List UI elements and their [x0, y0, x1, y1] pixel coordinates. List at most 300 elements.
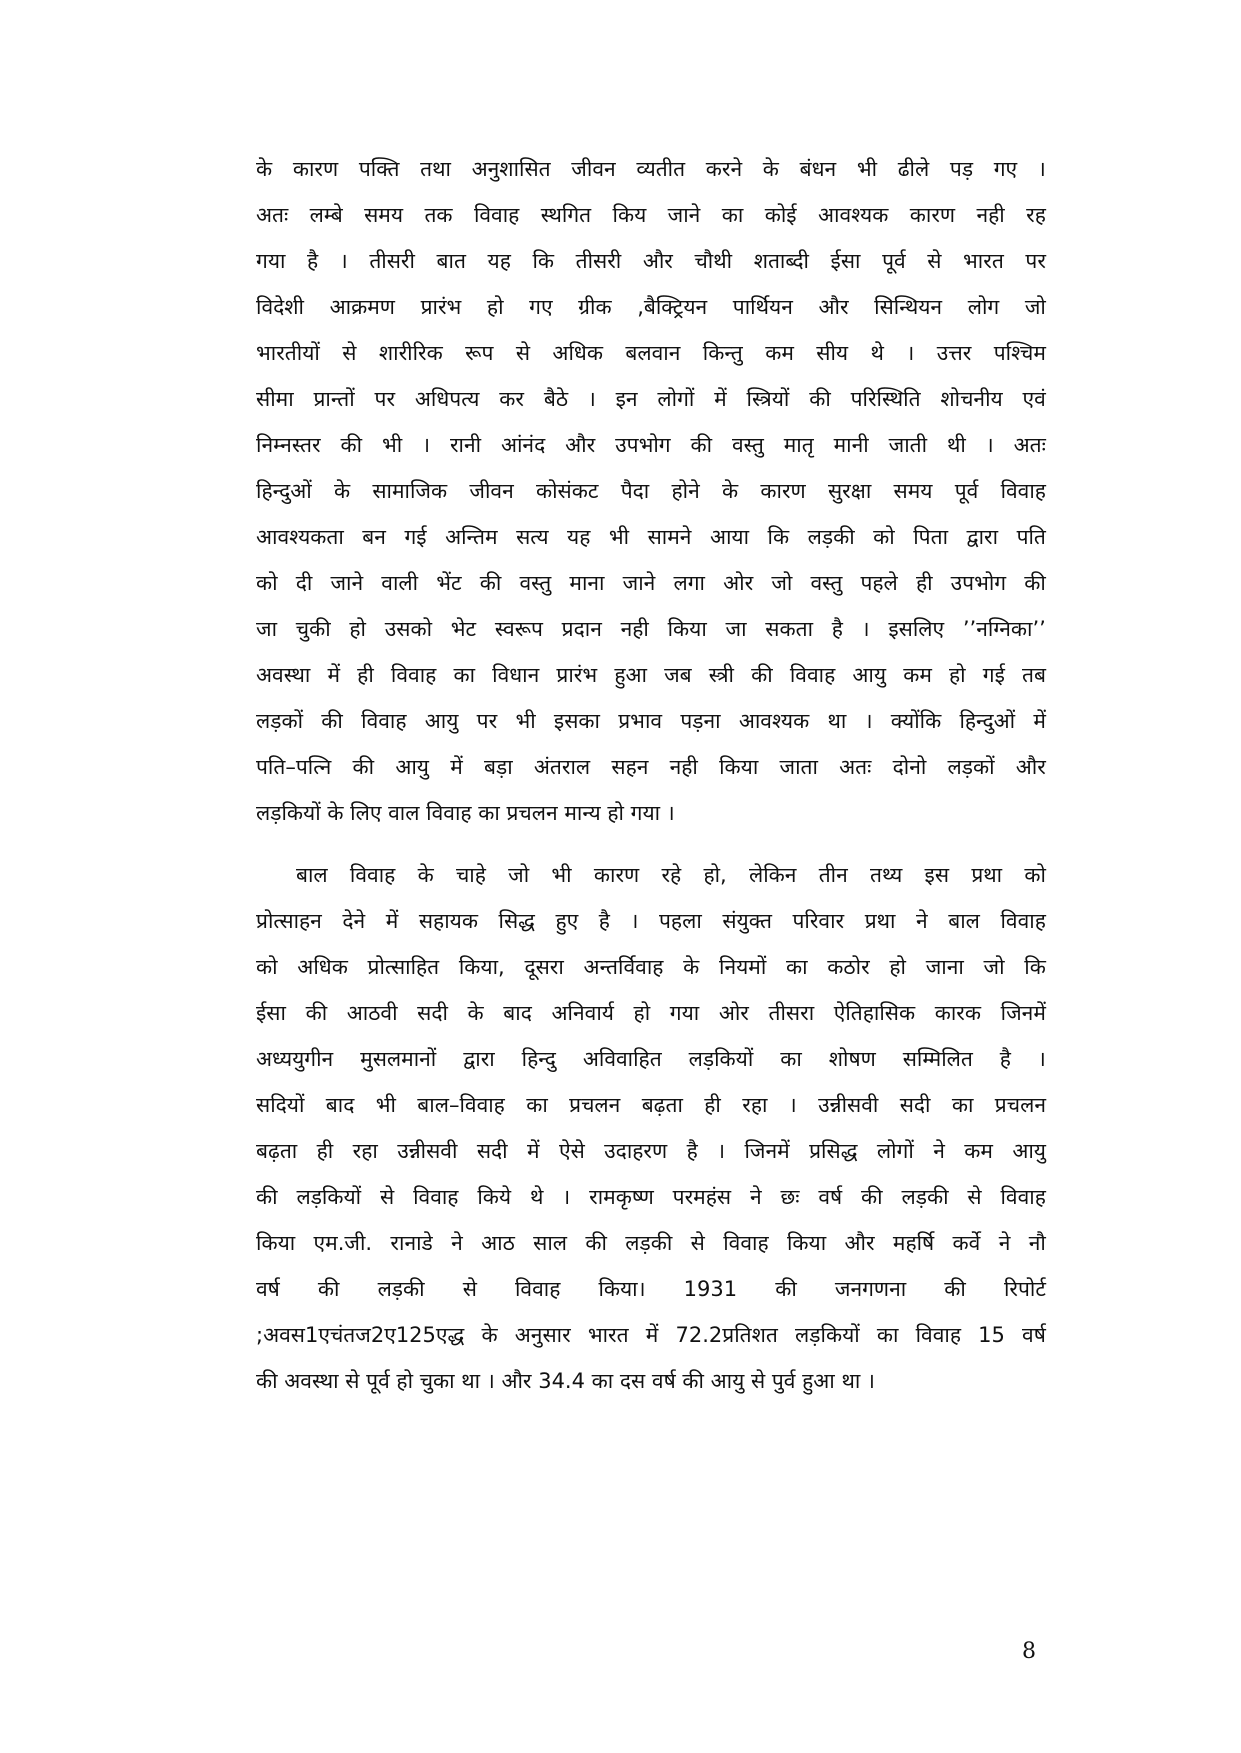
word: जाने [667, 203, 701, 227]
word: को [1024, 863, 1046, 887]
word: आयु [395, 755, 429, 779]
text-line [256, 606, 1046, 652]
word: प्रसिद्ध [809, 1139, 858, 1163]
word: बढ़ता [641, 1093, 683, 1117]
word: की [256, 1369, 285, 1393]
word: यह [487, 249, 511, 273]
word: पहले [860, 571, 898, 595]
word: परिवार [792, 909, 845, 933]
word: किया [786, 1231, 827, 1255]
word: आवश्यक [738, 709, 810, 733]
word: थे [529, 1185, 544, 1209]
word: । [717, 1139, 726, 1163]
word: प्रचलन [506, 801, 565, 825]
word: से [927, 249, 942, 273]
word: बात [436, 249, 466, 273]
word: शोषण [828, 1047, 876, 1071]
word: किया। [598, 1277, 646, 1301]
word: । [630, 909, 639, 933]
word: और [1015, 755, 1046, 779]
word: पूर्व [954, 479, 979, 503]
word: गया [669, 1001, 700, 1025]
word: सदी [899, 1093, 931, 1117]
word: हिन्दु [521, 1047, 556, 1071]
word: और [565, 433, 596, 457]
word: परिस्थिति [850, 387, 921, 411]
word: में [714, 387, 727, 411]
text-line [256, 944, 1046, 990]
word: ऐतिहासिक [833, 1001, 916, 1025]
word: लड़कियों [256, 801, 328, 825]
word: होने [671, 479, 700, 503]
word: 15 [978, 1323, 1005, 1347]
word: है [598, 909, 610, 933]
word: था [841, 1369, 867, 1393]
word: विवाह [1000, 909, 1046, 933]
word: भी [381, 433, 403, 457]
word: की [479, 571, 502, 595]
word: आवश्यकता [256, 525, 344, 549]
word: विवाह [349, 863, 396, 887]
text-line [256, 560, 1046, 606]
text-line [256, 376, 1046, 422]
word: । [864, 709, 873, 733]
word: सामने [647, 525, 692, 549]
word: की [751, 663, 773, 687]
word: बड़ा [483, 755, 513, 779]
word: ग्रीक [578, 295, 612, 319]
word: में [527, 1139, 540, 1163]
word: मातृ [783, 433, 814, 457]
word: भी [375, 1093, 396, 1117]
word: प्रथा [971, 863, 1003, 887]
word: अधिपत्य [414, 387, 480, 411]
word: रहा [352, 1139, 378, 1163]
word: ही [704, 1093, 721, 1117]
word: ईसा [256, 1001, 286, 1025]
word: की [317, 1277, 340, 1301]
word: कोई [764, 203, 797, 227]
word: । [1037, 1047, 1046, 1071]
word: प्रोत्साहित [367, 955, 440, 979]
word: हो [349, 617, 366, 641]
word: लड़कों [947, 755, 995, 779]
word: प्रान्तों [313, 387, 355, 411]
word: वर्ष [256, 1277, 280, 1301]
word: किया [719, 755, 759, 779]
word: का [951, 1093, 974, 1117]
word: जा [256, 617, 278, 641]
word: तक [424, 203, 453, 227]
word: के [417, 863, 434, 887]
word: ढीले [897, 157, 930, 181]
word: ने [916, 909, 928, 933]
word: गई [982, 663, 1005, 687]
word: पति–पत्नि [256, 755, 332, 779]
word: कम [964, 1139, 993, 1163]
word: की [1024, 571, 1046, 595]
word: निम्नस्तर [256, 433, 321, 457]
word: ने [933, 1139, 945, 1163]
word: आया [709, 525, 750, 549]
word: कर्वे [952, 1231, 981, 1255]
word: लेकिन [748, 863, 797, 887]
word: सुरक्षा [827, 479, 872, 503]
word: हुए [555, 909, 579, 933]
word: 34.4 [538, 1369, 592, 1393]
word: ही [357, 663, 374, 687]
word: रिपोर्ट [1003, 1277, 1046, 1301]
word: पति [1016, 525, 1046, 549]
word: प्रोत्साहन [256, 909, 322, 933]
word: उत्तर [936, 341, 972, 365]
word: उपभोग [615, 433, 671, 457]
word: का [786, 955, 808, 979]
word: किय [612, 203, 647, 227]
text-line [256, 1358, 1046, 1404]
word: आयु [710, 1369, 751, 1393]
word: विवाह [413, 1185, 459, 1209]
word: है [999, 1047, 1011, 1071]
word: वर्ष [651, 1369, 683, 1393]
word: चौथी [694, 249, 733, 273]
word: इसलिए [888, 617, 945, 641]
word: को [256, 571, 278, 595]
word: अतः [1013, 433, 1046, 457]
word: के [327, 801, 351, 825]
word: वर्ष [818, 1185, 843, 1209]
word: द्वारा [966, 525, 999, 549]
word: स्त्री [708, 663, 734, 687]
word: कि [532, 249, 555, 273]
paragraph-gap [256, 836, 1046, 852]
word: प्रथा [864, 909, 896, 933]
word: विवाह [1000, 1185, 1046, 1209]
word: कारण [760, 479, 806, 503]
word: चुका [419, 1369, 462, 1393]
word: नियमों [719, 955, 767, 979]
word: ने [451, 1231, 463, 1255]
word: ने [749, 1185, 762, 1209]
word: किया, [458, 955, 505, 979]
word: हिन्दुओं [959, 709, 1016, 733]
word: लड़की [901, 1185, 949, 1209]
word: में [327, 663, 341, 687]
text-line [256, 790, 1046, 836]
word: 1931 [683, 1277, 738, 1301]
word: में [1033, 709, 1046, 733]
word: सामाजिक [372, 479, 448, 503]
word: रानाडे [390, 1231, 433, 1255]
word: गई [404, 525, 427, 549]
word: जनगणना [834, 1277, 907, 1301]
word: पर [1025, 249, 1046, 273]
word: अतः [256, 203, 289, 227]
word: संयुक्त [722, 909, 772, 933]
word: । [339, 249, 348, 273]
word: शताब्दी [753, 249, 809, 273]
word: वस्तु [732, 433, 764, 457]
word: पड़ना [680, 709, 721, 733]
word: 72.2प्रतिशत [675, 1323, 778, 1347]
word: उन्नीसवी [818, 1093, 879, 1117]
word: जाने [622, 571, 656, 595]
word: मुसलमानों [360, 1047, 437, 1071]
word: जाना [925, 955, 964, 979]
word: अनुशासित [471, 157, 551, 181]
word: और [642, 249, 673, 273]
word: रहे [661, 863, 682, 887]
word: है [307, 249, 319, 273]
word: की [690, 433, 713, 457]
word: विवाह [723, 1231, 769, 1255]
word: नौ [1028, 1231, 1046, 1255]
text-line [256, 330, 1046, 376]
word: भी [608, 525, 630, 549]
word: प्रारंभ [556, 663, 598, 687]
word: के [333, 479, 351, 503]
word: अवस्था [256, 663, 311, 687]
word: उपभोग [950, 571, 1007, 595]
word: बढ़ता [256, 1139, 298, 1163]
word: लिए [350, 801, 389, 825]
word: द्वारा [463, 1047, 495, 1071]
word: अविवाहित [582, 1047, 662, 1071]
word: से [751, 1369, 772, 1393]
word: लोग [967, 295, 1000, 319]
word: क्योंकि [890, 709, 942, 733]
word: भी [515, 709, 536, 733]
page-number: 8 [1022, 1639, 1036, 1664]
word: माना [569, 571, 605, 595]
word: हो [633, 1001, 651, 1025]
word: । [985, 433, 994, 457]
word: बाद [503, 1001, 532, 1025]
text-line [256, 698, 1046, 744]
word: थे [870, 341, 884, 365]
word: जो [1024, 295, 1046, 319]
text-line [256, 852, 1046, 898]
word: पिता [913, 525, 949, 549]
word: । [861, 617, 870, 641]
word: स्त्रियों [746, 387, 790, 411]
word: अन्तर्विवाह [583, 955, 664, 979]
word: अनुसार [514, 1323, 571, 1347]
word: पूर्व [366, 1369, 397, 1393]
word: अंतराल [533, 755, 591, 779]
word: की [809, 387, 831, 411]
word: सम्मिलित [902, 1047, 973, 1071]
word: जीवन [571, 157, 616, 181]
word: बन [362, 525, 386, 549]
word: के [481, 1323, 498, 1347]
word: । [788, 1093, 797, 1117]
word: तीन [818, 863, 848, 887]
word: और [844, 1231, 875, 1255]
word: हो [889, 955, 906, 979]
text-line [256, 898, 1046, 944]
word: विवाह [789, 663, 836, 687]
word: दस [619, 1369, 652, 1393]
word: भारत [963, 249, 1004, 273]
word: हुआ [802, 1369, 842, 1393]
word: लड़की [377, 1277, 425, 1301]
word: के [762, 157, 779, 181]
word: वस्तु [810, 571, 843, 595]
text-line [256, 422, 1046, 468]
text-line [256, 1128, 1046, 1174]
word: जाता [779, 755, 818, 779]
word: से [462, 1277, 477, 1301]
word: वर्ष [1022, 1323, 1046, 1347]
word: आयु [1012, 1139, 1046, 1163]
word: जिनमें [1000, 1001, 1046, 1025]
word: सत्य [516, 525, 549, 549]
word: बाल–विवाह [417, 1093, 505, 1117]
word: इन [615, 387, 638, 411]
word: की [321, 709, 343, 733]
word: लड़कियों [296, 1185, 362, 1209]
word: किन्तु [702, 341, 743, 365]
word: कारण [593, 863, 640, 887]
word: ;अवस1एचंतज2ए125एद्ध [256, 1323, 465, 1347]
word: सिन्थियन [874, 295, 943, 319]
word: एम.जी. [313, 1231, 373, 1255]
word: का [453, 663, 476, 687]
body-text [256, 146, 1046, 1404]
word: इसका [553, 709, 600, 733]
word: का [780, 1047, 802, 1071]
word: जो [983, 955, 1005, 979]
word: विवाह [514, 1277, 561, 1301]
word: एवं [1022, 387, 1046, 411]
word: प्रभाव [618, 709, 663, 733]
word: का [591, 1369, 620, 1393]
word: जाती [888, 433, 928, 457]
word: से [515, 341, 531, 365]
word: ही [915, 571, 933, 595]
word: ,बैक्ट्रियन [637, 295, 708, 319]
word: विदेशी [256, 295, 304, 319]
word: दोनो [892, 755, 927, 779]
word: लोगों [876, 1139, 914, 1163]
word: की [340, 433, 363, 457]
word: लड़की [625, 1231, 673, 1255]
text-line [256, 146, 1046, 192]
word: का [478, 801, 507, 825]
word: हुआ [614, 663, 647, 687]
word: जीवन [469, 479, 514, 503]
word: लड़कियों [795, 1323, 860, 1347]
word: विवाह [390, 663, 437, 687]
word: जो [508, 863, 530, 887]
word: जिनमें [744, 1139, 790, 1163]
word: । [587, 387, 596, 411]
word: और [501, 1369, 539, 1393]
word: प्रचलन [994, 1093, 1046, 1117]
word: सहायक [418, 909, 478, 933]
word: आयु [424, 709, 459, 733]
word: ओर [718, 1001, 749, 1025]
word: से [967, 1185, 982, 1209]
word: कम [765, 341, 794, 365]
word: हो [607, 801, 631, 825]
word: परमहंस [672, 1185, 732, 1209]
word: वाल [388, 801, 427, 825]
text-line [256, 1312, 1046, 1358]
word: जब [664, 663, 692, 687]
word: हो [949, 663, 966, 687]
word: किये [477, 1185, 512, 1209]
word: पुर्व [771, 1369, 803, 1393]
word: पूर्व [882, 249, 906, 273]
word: नही [620, 617, 649, 641]
word: के [467, 1001, 484, 1025]
text-line [256, 468, 1046, 514]
word: चुकी [295, 617, 331, 641]
word: देने [342, 909, 366, 933]
word: कारक [934, 1001, 982, 1025]
word: में [385, 909, 399, 933]
word: आक्रमण [329, 295, 395, 319]
word: रूप [465, 341, 494, 365]
word: की [305, 1001, 328, 1025]
word: आंनंद [500, 433, 546, 457]
word: गया [630, 801, 667, 825]
word: में [645, 1323, 659, 1347]
word: लगा [673, 571, 705, 595]
text-line [256, 652, 1046, 698]
word: विवाह [473, 203, 520, 227]
word: दूसरा [524, 955, 564, 979]
word: सिद्ध [498, 909, 535, 933]
word: थी [946, 433, 966, 457]
word: भेंट [436, 571, 462, 595]
word: करने [705, 157, 743, 181]
word: भारतीयों [256, 341, 320, 365]
word: बैठे [543, 387, 569, 411]
text-line [256, 1220, 1046, 1266]
word: सहन [611, 755, 649, 779]
word: के [256, 157, 273, 181]
word: किया [256, 1231, 296, 1255]
word: की [775, 1277, 797, 1301]
word: यह [567, 525, 591, 549]
word: गए [529, 295, 553, 319]
word: हिन्दुओं [256, 479, 312, 503]
word: का [526, 1093, 548, 1117]
word: उसको [384, 617, 433, 641]
text-line [256, 1266, 1046, 1312]
word: । [422, 433, 431, 457]
word: भारत [587, 1323, 629, 1347]
word: सदी [476, 1139, 508, 1163]
word: । [906, 341, 915, 365]
word: बाद [325, 1093, 355, 1117]
word: था [461, 1369, 487, 1393]
word: विवाह [915, 1323, 961, 1347]
word: है [686, 1139, 698, 1163]
word: भेट [450, 617, 477, 641]
word: बंधन [799, 157, 837, 181]
word: से [380, 1185, 395, 1209]
word: तब [1022, 663, 1046, 687]
word: आठवी [346, 1001, 398, 1025]
word: को [256, 955, 278, 979]
word: वस्तु [519, 571, 552, 595]
word: पैदा [620, 479, 650, 503]
word: विवाह [1000, 479, 1046, 503]
